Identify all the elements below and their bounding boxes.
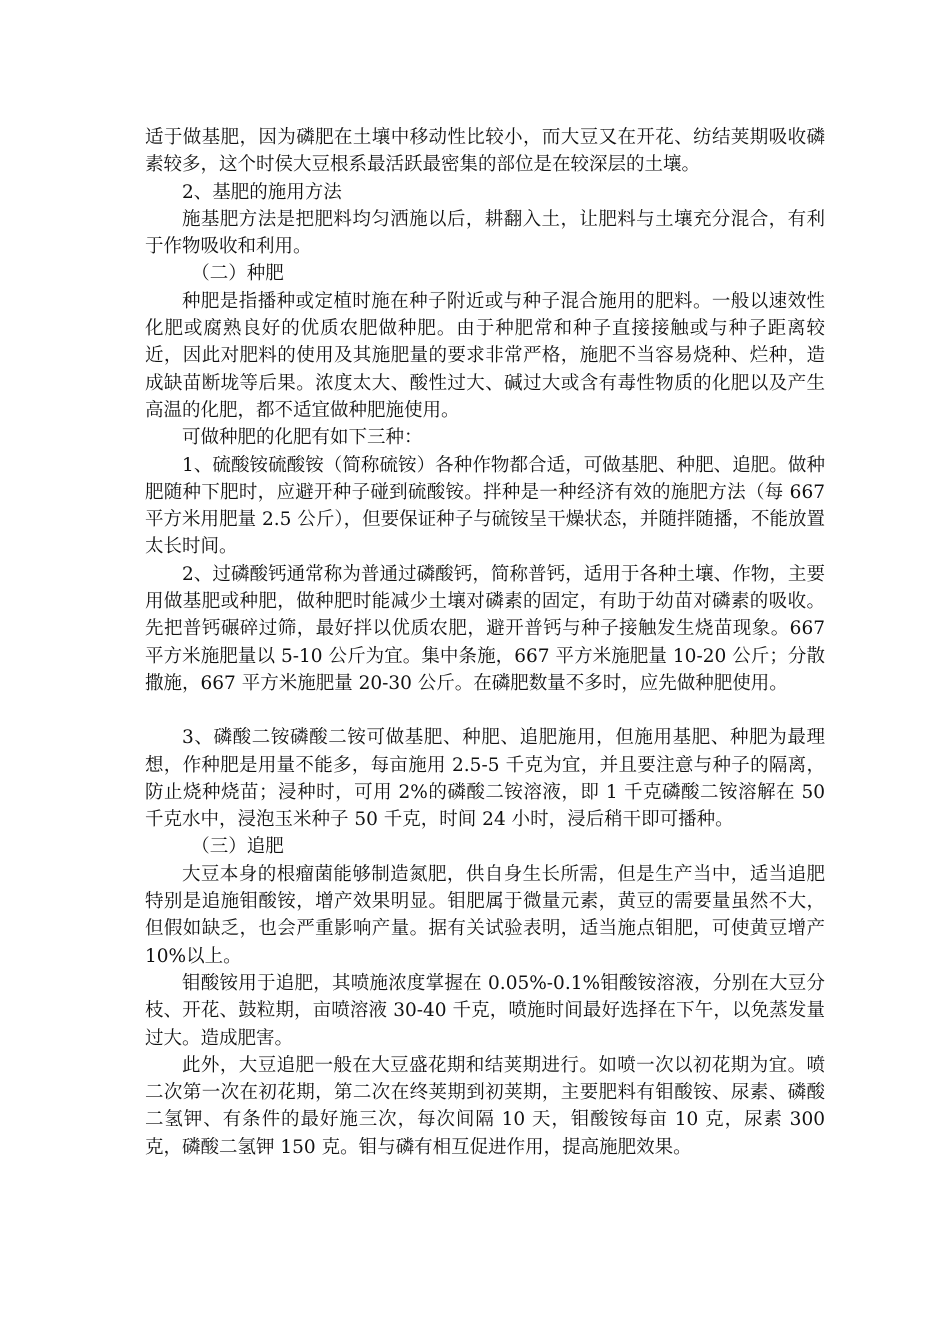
- heading-top-dressing: （三）追肥: [191, 836, 284, 858]
- paragraph-seed-fertilizer-types: 可做种肥的化肥有如下三种：: [182, 427, 423, 449]
- paragraph-ammonium-sulfate: 1、硫酸铵硫酸铵（简称硫铵）各种作物都合适，可做基肥、种肥、追肥。做种肥随种下肥时，应避开种子碰到硫酸铵。拌种是一种经济有效的施肥方法（每 667 平方米用肥量 2.5 公斤），但要保证种子与硫铵呈干燥状态，并随拌随播，不能放置太长时间。: [145, 454, 825, 558]
- paragraph-superphosphate: 2、过磷酸钙通常称为普通过磷酸钙，简称普钙，适用于各种土壤、作物，主要用做基肥或种肥，做种肥时能减少土壤对磷素的固定，有助于幼苗对磷素的吸收。先把普钙碾碎过筛，最好拌以优质农肥，避开普钙与种子接触发生烧苗现象。667 平方米施肥量以 5-10 公斤为宜。集中条施，667 平方米施肥量 10-20 公斤；分散撒施，667 平方米施肥量 20-30 公斤。在磷肥数量不多时，应先做种肥使用。: [145, 563, 825, 694]
- paragraph-basal-fertilizer-phosphorus: 适于做基肥，因为磷肥在土壤中移动性比较小，而大豆又在开花、纺结荚期吸收磷素较多，这个时侯大豆根系最活跃最密集的部位是在较深层的土壤。: [145, 127, 825, 176]
- paragraph-diammonium-phosphate: 3、磷酸二铵磷酸二铵可做基肥、种肥、追肥施用，但施用基肥、种肥为最理想，作种肥是用量不能多，每亩施用 2.5-5 千克为宜，并且要注意与种子的隔离，防止烧种烧苗；浸种时，可用 2%的磷酸二铵溶液，即 1 千克磷酸二铵溶解在 50 千克水中，浸泡玉米种子 50 千克，时间 24 小时，浸后稍干即可播种。: [145, 727, 825, 831]
- paragraph-spraying-schedule: 此外，大豆追肥一般在大豆盛花期和结荚期进行。如喷一次以初花期为宜。喷二次第一次在初花期，第二次在终荚期到初荚期，主要肥料有钼酸铵、尿素、磷酸二氢钾、有条件的最好施三次，每次间隔 10 天，钼酸铵每亩 10 克，尿素 300 克，磷酸二氢钾 150 克。钼与磷有相互促进作用，提高施肥效果。: [145, 1054, 825, 1158]
- heading-basal-method: 2、基肥的施用方法: [182, 181, 342, 203]
- paragraph-gap: [145, 697, 825, 724]
- document-body: [145, 124, 825, 1161]
- paragraph-top-dressing: 大豆本身的根瘤菌能够制造氮肥，供自身生长所需，但是生产当中，适当追肥特别是追施钼酸铵，增产效果明显。钼肥属于微量元素，黄豆的需要量虽然不大，但假如缺乏，也会严重影响产量。据有关试验表明，适当施点钼肥，可使黄豆增产 10%以上。: [145, 863, 825, 967]
- paragraph-ammonium-molybdate: 钼酸铵用于追肥，其喷施浓度掌握在 0.05%-0.1%钼酸铵溶液，分别在大豆分枝、开花、鼓粒期，亩喷溶液 30-40 千克，喷施时间最好选择在下午，以免蒸发量过大。造成肥害。: [145, 972, 825, 1049]
- paragraph-basal-method: 施基肥方法是把肥料均匀洒施以后，耕翻入土，让肥料与土壤充分混合，有利于作物吸收和利用。: [145, 208, 825, 258]
- heading-seed-fertilizer: （二）种肥: [191, 263, 284, 285]
- paragraph-seed-fertilizer: 种肥是指播种或定植时施在种子附近或与种子混合施用的肥料。一般以速效性化肥或腐熟良好的优质农肥做种肥。由于种肥常和种子直接接触或与种子距离较近，因此对肥料的使用及其施肥量的要求非常严格，施肥不当容易烧种、烂种，造成缺苗断垅等后果。浓度太大、酸性过大、碱过大或含有毒性物质的化肥以及产生高温的化肥，都不适宜做种肥施使用。: [145, 290, 825, 421]
